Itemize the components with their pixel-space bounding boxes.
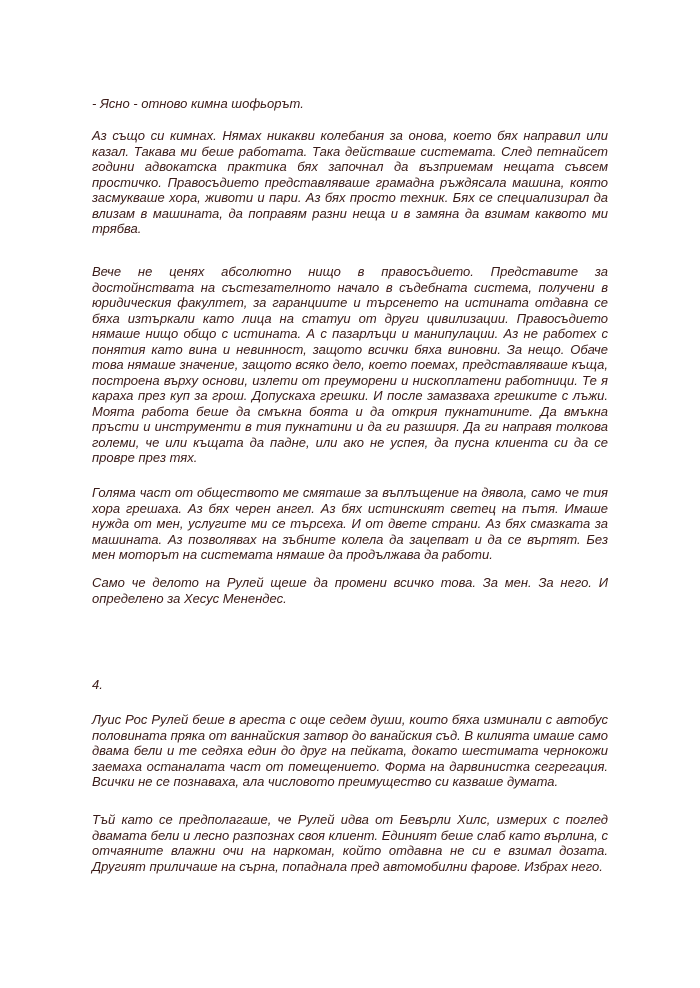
dialogue-line: - Ясно - отново кимна шофьорът. <box>92 96 304 111</box>
paragraph-3: Голяма част от обществото ме смяташе за въплъщение на дявола, само че тия хора грешаха. Аз бях черен ангел. Аз бях истинският светец на пътя. Имаше нужда от мен, услугите ми се търсеха. И от двете страни. Аз бях смазката за машината. Аз позволявах на зъбните колела да зацепват и да се въртят. Без мен моторът на системата нямаше да продължава да работи. <box>92 485 608 562</box>
paragraph-1: Аз също си кимнах. Нямах никакви колебания за онова, което бях направил или казал. Такава ми беше работата. Така действаше системата. След петнайсет години адвокатска практика бях започнал да възприемам нещата съвсем простичко. Правосъдието представляваше грамадна ръждясала машина, която засмукваше хора, животи и пари. Аз бях просто техник. Бях се специализирал да влизам в машината, да поправям разни неща и в замяна да взимам каквото ми трябва. <box>92 128 608 236</box>
paragraph-4: Само че делото на Рулей щеше да промени всичко това. За мен. За него. И определено за Хесус Менендес. <box>92 575 608 606</box>
paragraph-2: Вече не ценях абсолютно нищо в правосъдието. Представите за достойнствата на състезателното начало в съдебната система, получени в юридическия факултет, за гаранциите и търсенето на истината отдавна се бяха изтъркали като лица на статуи от други цивилизации. Правосъдието нямаше нищо общо с истината. А с пазарлъци и манипулации. Аз не работех с понятия като вина и невинност, защото всички бяха виновни. За нещо. Обаче това нямаше значение, защото всяко дело, което поемах, представляваше къща, построена върху основи, излети от преуморени и нископлатени работници. Те я караха през куп за грош. Допускаха грешки. И после замазваха грешките с лъжи. Моята работа беше да смъкна боята и да открия пукнатините. Да вмъкна пръсти и инструменти в тия пукнатини и да ги разширя. Да ги направя толкова големи, че или къщата да падне, или ако не успея, да пусна клиента си да се провре през тях. <box>92 264 608 465</box>
paragraph-6: Тъй като се предполагаше, че Рулей идва от Бевърли Хилс, измерих с поглед двамата бели и лесно разпознах своя клиент. Единият беше слаб като върлина, с отчаяните влажни очи на наркоман, който отдавна не си е взимал дозата. Другият приличаше на сърна, попаднала пред автомобилни фарове. Избрах него. <box>92 812 608 874</box>
chapter-heading: 4. <box>92 677 103 692</box>
paragraph-5: Луис Рос Рулей беше в ареста с още седем души, които бяха изминали с автобус половината пряка от ваннайския затвор до ванайския съд. В килията имаше само двама бели и те седяха един до друг на пейката, докато шестимата чернокожи заемаха останалата част от помещението. Форма на дарвинистка сегрегация. Всички не се познаваха, ала числовото преимущество си казваше думата. <box>92 712 608 789</box>
